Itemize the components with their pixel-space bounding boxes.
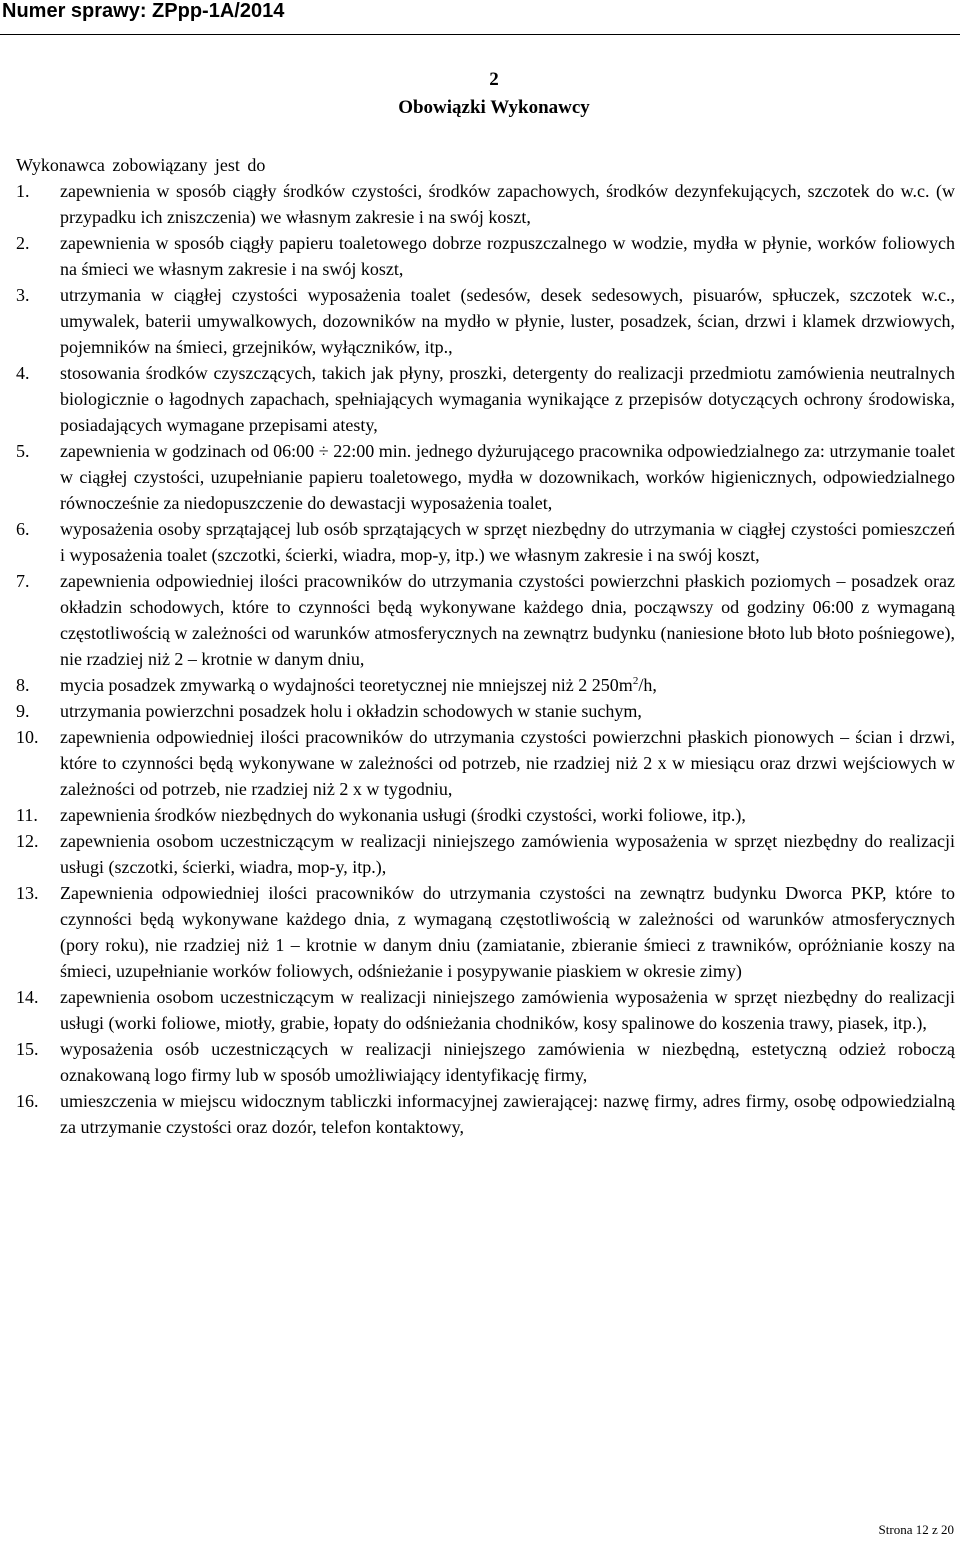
page-footer	[879, 1522, 954, 1538]
list-item	[16, 984, 955, 1036]
item-number: 2.	[16, 233, 30, 253]
item-number: 8.	[16, 675, 30, 695]
item-text: wyposażenia osoby sprzątającej lub osób sprzątających w sprzęt niezbędny do utrzymania w ciągłej czystości pomieszczeń i wyposażenia toalet (szczotki, ścierki, wiadra, mop-y, itp.) we własnym zakresie i na swój koszt,	[60, 519, 955, 565]
item-text: zapewnienia w godzinach od 06:00 ÷ 22:00 min. jednego dyżurującego pracownika odpowiedzialnego za: utrzymanie toalet w ciągłej czystości, uzupełnianie papieru toaletowego, mydła w dozownikach, worków higienicznych, odpowiedzialnego równocześnie za niedopuszczenie do dewastacji wyposażenia toalet,	[60, 441, 955, 513]
section-number-text: 2	[489, 69, 499, 90]
item-number: 4.	[16, 363, 30, 383]
intro-text: Wykonawca zobowiązany jest do	[16, 155, 266, 175]
item-number: 16.	[16, 1091, 39, 1111]
list-item	[16, 178, 955, 230]
list-item	[16, 360, 955, 438]
item-text: stosowania środków czyszczących, takich jak płyny, proszki, detergenty do realizacji przedmiotu zamówienia neutralnych biologicznie o łagodnych zapachach, spełniających wymagania wynikające z przepisów dotyczących ochrony środowiska, posiadających wymagane przepisami atesty,	[60, 363, 955, 435]
item-number: 1.	[16, 181, 30, 201]
item-text: zapewnienia odpowiedniej ilości pracowników do utrzymania czystości powierzchni płaskich poziomych – posadzek oraz okładzin schodowych, które to czynności będą wykonywane każdego dnia, począwszy od godziny 06:00 z wymaganą częstotliwością w zależności od warunków atmosferycznych na zewnątrz budynku (naniesione błoto lub błoto pośniegowe), nie rzadziej niż 2 – krotnie w danym dniu,	[60, 571, 955, 669]
list-item	[16, 1088, 955, 1140]
item-text: zapewnienia w sposób ciągły papieru toaletowego dobrze rozpuszczalnego w wodzie, mydła w płynie, worków foliowych na śmieci we własnym zakresie i na swój koszt,	[60, 233, 955, 279]
list-item	[16, 230, 955, 282]
item-number: 13.	[16, 883, 39, 903]
item-number: 14.	[16, 987, 39, 1007]
page-number: Strona 12 z 20	[878, 1522, 954, 1537]
item-text: Zapewnienia odpowiedniej ilości pracowników do utrzymania czystości na zewnątrz budynku Dworca PKP, które to czynności będą wykonywane każdego dnia, z wymaganą częstotliwością w zależności od warunków atmosferycznych (pory roku), nie rzadziej niż 1 – krotnie w danym dniu (zamiatanie, zbieranie śmieci z trawników, opróżnianie koszy na śmieci, uzupełnianie worków foliowych, odśnieżanie i posypywanie piaskiem w okresie zimy)	[60, 883, 955, 981]
item-number: 15.	[16, 1039, 39, 1059]
obligations-list	[16, 178, 955, 1140]
item-text: umieszczenia w miejscu widocznym tabliczki informacyjnej zawierającej: nazwę firmy, adres firmy, osobę odpowiedzialną za utrzymanie czystości oraz dozór, telefon kontaktowy,	[60, 1091, 955, 1137]
item-text: wyposażenia osób uczestniczących w realizacji niniejszego zamówienia w niezbędną, estetyczną odzież roboczą oznakowaną logo firmy lub w sposób umożliwiający identyfikację firmy,	[60, 1039, 955, 1085]
item-number: 12.	[16, 831, 39, 851]
list-item	[16, 438, 955, 516]
section-title-text: Obowiązki Wykonawcy	[398, 97, 590, 118]
item-text: zapewnienia osobom uczestniczącym w realizacji niniejszego zamówienia wyposażenia w sprzęt niezbędny do realizacji usługi (szczotki, ścierki, wiadra, mop-y, itp.),	[60, 831, 955, 877]
superscript: 2	[632, 675, 639, 687]
item-number: 11.	[16, 805, 38, 825]
list-item	[16, 724, 955, 802]
item-text: zapewnienia środków niezbędnych do wykonania usługi (środki czystości, worki foliowe, itp.),	[60, 805, 746, 825]
item-text-tail: /h,	[638, 675, 657, 695]
item-number: 6.	[16, 519, 30, 539]
list-item	[16, 802, 955, 828]
page-header	[0, 0, 960, 36]
item-number: 9.	[16, 701, 30, 721]
header-divider	[0, 34, 960, 35]
section-number	[0, 68, 960, 92]
item-text: zapewnienia osobom uczestniczącym w realizacji niniejszego zamówienia wyposażenia w sprzęt niezbędny do realizacji usługi (worki foliowe, miotły, grabie, łopaty do odśnieżania chodników, kosy spalinowe do koszenia trawy, piasek, itp.),	[60, 987, 955, 1033]
item-text: zapewnienia odpowiedniej ilości pracowników do utrzymania czystości powierzchni płaskich pionowych – ścian i drzwi, które to czynności będą wykonywane w zależności od potrzeb, nie rzadziej niż 2 x w miesiącu oraz drzwi wejściowych w zależności od potrzeb, nie rzadziej niż 2 x w tygodniu,	[60, 727, 955, 799]
item-number: 10.	[16, 727, 39, 747]
item-number: 5.	[16, 441, 30, 461]
case-number: Numer sprawy: ZPpp-1A/2014	[2, 0, 285, 22]
list-item	[16, 880, 955, 984]
list-item	[16, 568, 955, 672]
list-item	[16, 828, 955, 880]
section-title	[0, 96, 960, 120]
item-text: utrzymania w ciągłej czystości wyposażenia toalet (sedesów, desek sedesowych, pisuarów, spłuczek, szczotek w.c., umywalek, baterii umywalkowych, dozowników na mydło w płynie, luster, posadzek, ścian, drzwi i klamek drzwiowych, pojemników na śmieci, grzejników, wyłączników, itp.,	[60, 285, 955, 357]
list-item	[16, 282, 955, 360]
item-text: zapewnienia w sposób ciągły środków czystości, środków zapachowych, środków dezynfekujących, szczotek do w.c. (w przypadku ich zniszczenia) we własnym zakresie i na swój koszt,	[60, 181, 955, 227]
document-body	[16, 152, 955, 1140]
item-text: utrzymania powierzchni posadzek holu i okładzin schodowych w stanie suchym,	[60, 701, 642, 721]
list-item	[16, 672, 955, 698]
list-item	[16, 1036, 955, 1088]
list-item	[16, 698, 955, 724]
item-number: 7.	[16, 571, 30, 591]
list-item	[16, 516, 955, 568]
item-number: 3.	[16, 285, 30, 305]
item-text: mycia posadzek zmywarką o wydajności teoretycznej nie mniejszej niż 2 250m	[60, 675, 633, 695]
